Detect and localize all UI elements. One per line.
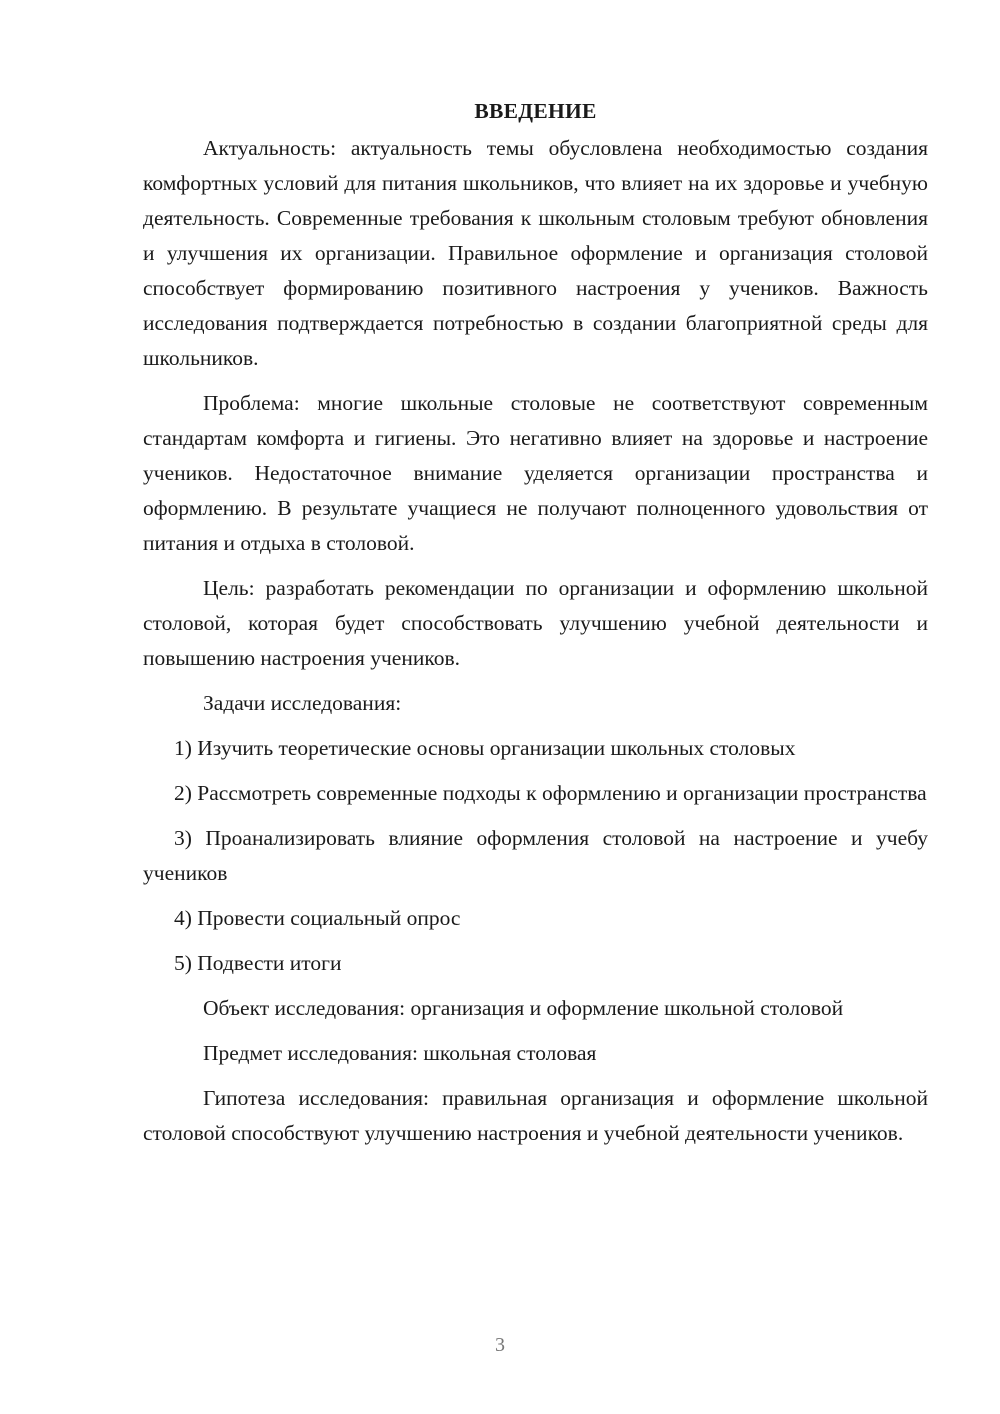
research-subject-paragraph: Предмет исследования: школьная столовая [203,1041,597,1065]
section-title: ВВЕДЕНИЕ [474,99,597,123]
task-item-1: 1) Изучить теоретические основы организации школьных столовых [174,736,796,760]
relevance-paragraph: Актуальность: актуальность темы обусловлена необходимостью создания комфортных условий для питания школьников, что влияет на их здоровье и учебную деятельность. Современные требования к школьным столовым требуют обновления и улучшения их организации. Правильное оформление и организация столовой способствует формированию позитивного настроения у учеников. Важность исследования подтверждается потребностью в создании благоприятной среды для школьников. [143,136,928,370]
problem-paragraph: Проблема: многие школьные столовые не соответствуют современным стандартам комфорта и гигиены. Это негативно влияет на здоровье и настроение учеников. Недостаточное внимание уделяется организации пространства и оформлению. В результате учащиеся не получают полноценного удовольствия от питания и отдыха в столовой. [143,391,928,555]
research-hypothesis-paragraph: Гипотеза исследования: правильная организация и оформление школьной столовой способствуют улучшению настроения и учебной деятельности учеников. [143,1086,928,1145]
page-number: 3 [495,1334,505,1356]
goal-paragraph: Цель: разработать рекомендации по организации и оформлению школьной столовой, которая будет способствовать улучшению учебной деятельности и повышению настроения учеников. [143,576,928,670]
page-content [143,96,928,1161]
task-item-4: 4) Провести социальный опрос [174,906,461,930]
task-item-2: 2) Рассмотреть современные подходы к оформлению и организации пространства [174,781,927,805]
task-item-3: 3) Проанализировать влияние оформления столовой на настроение и учебу учеников [143,826,928,885]
task-item-5: 5) Подвести итоги [174,951,342,975]
tasks-heading: Задачи исследования: [203,691,402,715]
research-object-paragraph: Объект исследования: организация и оформление школьной столовой [203,996,844,1020]
